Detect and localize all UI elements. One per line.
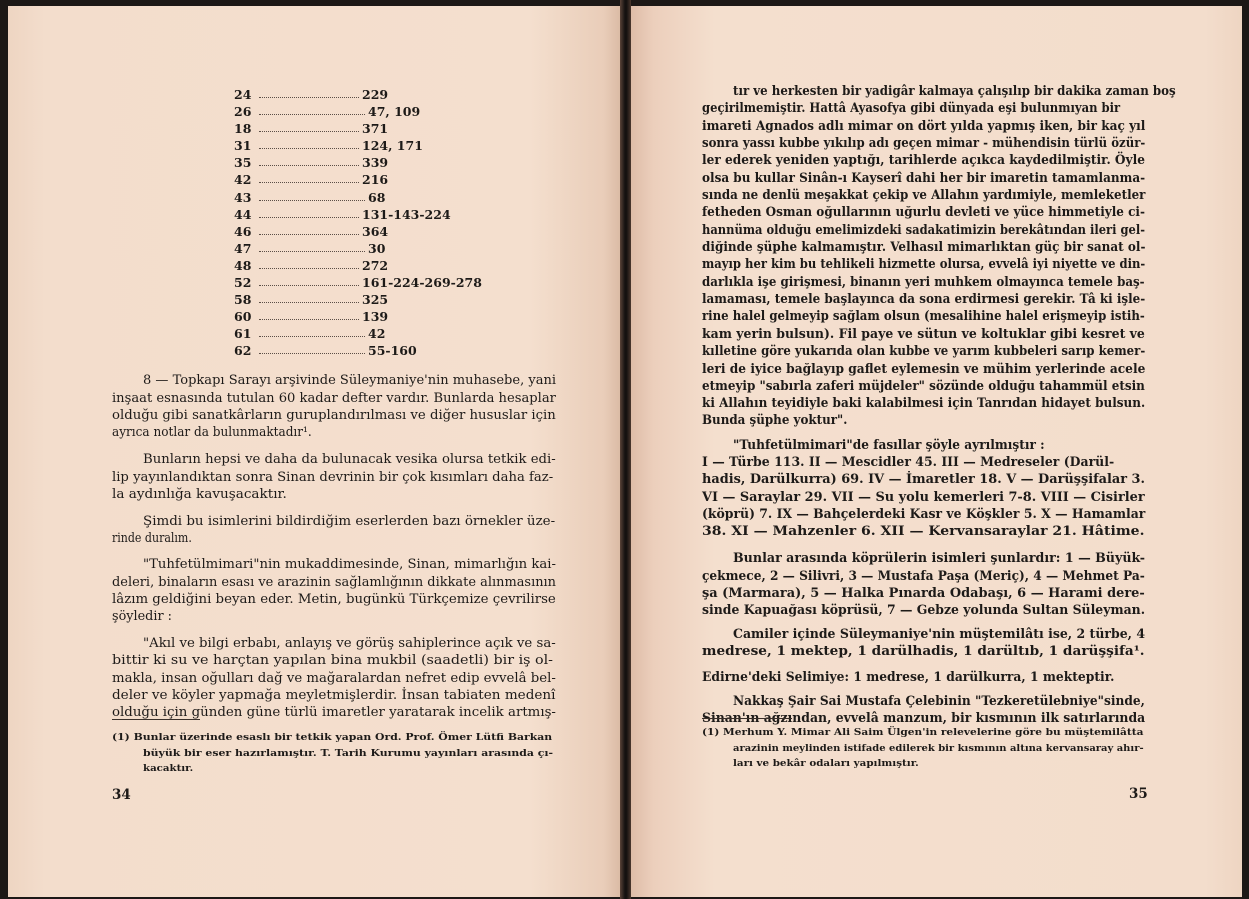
right-footnote-rule: [702, 718, 792, 719]
index-pages: 47, 109: [368, 104, 421, 120]
text-line: kam yerin bulsun). Fil paye ve sütun ve koltuklar gibi kesret ve: [702, 327, 1145, 342]
index-pages: 124, 171: [362, 138, 423, 154]
index-number: 31: [234, 138, 252, 154]
text-line: Camiler içinde Süleymaniye'nin müştemilâtı ise, 2 türbe, 4: [733, 627, 1146, 642]
index-row: [234, 120, 494, 137]
index-leader-dots: [259, 234, 359, 235]
index-row: [234, 206, 494, 223]
index-number: 46: [234, 223, 252, 239]
index-number: 60: [234, 309, 252, 325]
text-line: lip yayınlandıktan sonra Sinan devrinin bir çok kısımları daha faz-: [112, 470, 554, 485]
text-line: ler ederek yeniden yaptığı, tarihlerde açıkca kaydedilmiştir. Öyle: [702, 153, 1145, 168]
index-pages: 131-143-224: [362, 206, 451, 222]
text-line: medrese, 1 mektep, 1 darülhadis, 1 darültıb, 1 darüşşifa¹.: [702, 644, 1145, 659]
index-pages: 272: [362, 257, 389, 273]
text-line: lâzım geldiğini beyan eder. Metin, bugünkü Türkçemize çevrilirse: [112, 592, 556, 607]
text-line: şöyledir :: [112, 609, 172, 624]
text-line: etmeyip "sabırla zaferi müjdeler" sözünde olduğu tahammül etsin: [702, 379, 1145, 394]
text-line: Bunda şüphe yoktur".: [702, 413, 848, 428]
text-line: Edirne'deki Selimiye: 1 medrese, 1 darülkurra, 1 mekteptir.: [702, 670, 1115, 685]
text-line: kılletine göre yukarıda olan kubbe ve yarım kubbeleri sarıp kemer-: [702, 344, 1146, 359]
text-line: diğinde şüphe kalmamıştır. Velhasıl mimarlıktan güç bir sanat ol-: [702, 240, 1146, 255]
text-line: I — Türbe 113. II — Mescidler 45. III — Medreseler (Darül-: [702, 455, 1115, 470]
text-line: bittir ki su ve harçtan yapılan bina mukbil (saadetli) bir iş ol-: [112, 653, 554, 668]
text-line: Bunların hepsi ve daha da bulunacak vesika olursa tetkik edi-: [143, 452, 556, 467]
index-row: [234, 86, 494, 103]
index-leader-dots: [259, 353, 365, 354]
footnote-line: ları ve bekâr odaları yapılmıştır.: [733, 758, 919, 769]
right-page-number: 35: [1129, 786, 1148, 802]
index-leader-dots: [259, 251, 365, 252]
index-list: [234, 86, 494, 360]
text-line: Bunlar arasında köprülerin isimleri şunlardır: 1 — Büyük-: [733, 551, 1146, 566]
index-leader-dots: [259, 200, 365, 201]
index-row: [234, 189, 494, 206]
index-leader-dots: [259, 285, 359, 286]
left-page-number: 34: [112, 787, 131, 803]
index-number: 47: [234, 240, 252, 256]
index-pages: 161-224-269-278: [362, 275, 482, 291]
index-leader-dots: [259, 131, 359, 132]
text-line: deler ve köyler yapmağa meyletmişlerdir. İnsan tabiaten medenî: [112, 688, 556, 703]
index-pages: 364: [362, 223, 389, 239]
text-line: ayrıca notlar da bulunmaktadır¹.: [112, 425, 312, 440]
text-line: makla, insan oğulları dağ ve mağaralardan nefret edip evvelâ bel-: [112, 671, 556, 686]
text-line: 8 — Topkapı Sarayı arşivinde Süleymaniye'nin muhasebe, yani: [143, 373, 557, 388]
text-line: imareti Agnados adlı mimar on dört yılda yapmış iken, bir kaç yıl: [702, 119, 1146, 134]
index-number: 42: [234, 172, 252, 188]
index-row: [234, 291, 494, 308]
index-number: 52: [234, 275, 252, 291]
index-row: [234, 308, 494, 325]
index-number: 58: [234, 292, 252, 308]
text-line: olduğu gibi sanatkârların guruplandırılması ve diğer hususlar için: [112, 408, 556, 423]
text-line: la aydınlığa kavuşacaktır.: [112, 487, 287, 502]
index-pages: 30: [368, 240, 386, 256]
text-line: leri de iyice bağlayıp gaflet eylemesin ve mühim yerlerinde acele: [702, 362, 1146, 377]
text-line: 38. XI — Mahzenler 6. XII — Kervansaraylar 21. Hâtime.: [702, 524, 1145, 539]
text-line: Şimdi bu isimlerini bildirdiğim eserlerden bazı örnekler üze-: [143, 514, 556, 529]
footnote-line: arazinin meylinden istifade edilerek bir kısmının altına kervansaray ahır-: [733, 743, 1144, 754]
index-number: 43: [234, 189, 252, 205]
text-line: (köprü) 7. IX — Bahçelerdeki Kasr ve Köşkler 5. X — Hamamlar: [702, 507, 1146, 522]
text-line: olduğu için günden güne türlü imaretler yaratarak incelik artmış-: [112, 705, 556, 720]
text-line: Sinan'ın ağzından, evvelâ manzum, bir kısmının ilk satırlarında: [702, 711, 1146, 726]
index-number: 18: [234, 121, 252, 137]
text-line: mayıp her kim bu tehlikeli hizmette olursa, evvelâ iyi niyette ve din-: [702, 257, 1146, 272]
index-leader-dots: [259, 217, 359, 218]
index-leader-dots: [259, 165, 359, 166]
text-line: darlıkla işe girişmesi, binanın yeri muhkem olmayınca temele baş-: [702, 275, 1145, 290]
index-leader-dots: [259, 114, 365, 115]
index-leader-dots: [259, 319, 359, 320]
index-row: [234, 325, 494, 342]
index-row: [234, 240, 494, 257]
index-leader-dots: [259, 302, 359, 303]
text-line: inşaat esnasında tutulan 60 kadar defter vardır. Bunlarda hesaplar: [112, 391, 556, 406]
index-pages: 42: [368, 326, 386, 342]
index-leader-dots: [259, 268, 359, 269]
footnote-line: kacaktır.: [143, 763, 194, 774]
index-row: [234, 274, 494, 291]
text-line: geçirilmemiştir. Hattâ Ayasofya gibi dünyada eşi bulunmıyan bir: [702, 101, 1121, 116]
index-pages: 139: [362, 309, 389, 325]
footnote-line: büyük bir eser hazırlamıştır. T. Tarih Kurumu yayınları arasında çı-: [143, 748, 554, 759]
text-line: olsa bu kullar Sinân-ı Kayserî dahi her bir imaretin tamamlanma-: [702, 171, 1146, 186]
text-line: rinde duralım.: [112, 531, 192, 546]
text-line: sonra yassı kubbe yıkılıp adı geçen mimar - mühendisin türlü özür-: [702, 136, 1146, 151]
index-row: [234, 223, 494, 240]
text-line: "Tuhfetülmimari"de fasıllar şöyle ayrılmıştır :: [733, 438, 1045, 453]
text-line: fetheden Osman oğullarının uğurlu devleti ve yüce himmetiyle ci-: [702, 205, 1145, 220]
index-leader-dots: [259, 148, 359, 149]
index-pages: 55-160: [368, 343, 417, 359]
text-line: tır ve herkesten bir yadigâr kalmaya çalışılıp bir dakika zaman boş: [733, 84, 1176, 99]
text-line: "Akıl ve bilgi erbabı, anlayış ve görüş sahiplerince açık ve sa-: [143, 636, 556, 651]
text-line: Nakkaş Şair Sai Mustafa Çelebinin "Tezkeretülebniye"sinde,: [733, 694, 1145, 709]
text-line: "Tuhfetülmimari"nin mukaddimesinde, Sinan, mimarlığın kai-: [143, 557, 556, 572]
index-row: [234, 171, 494, 188]
footnote-line: (1) Bunlar üzerinde esaslı bir tetkik yapan Ord. Prof. Ömer Lütfi Barkan: [112, 732, 553, 743]
index-pages: 371: [362, 121, 389, 137]
text-line: deleri, binaların esası ve arazinin sağlamlığının dikkate alınmasının: [112, 575, 557, 590]
index-leader-dots: [259, 182, 359, 183]
left-footnote-rule: [112, 719, 200, 720]
index-pages: 68: [368, 189, 386, 205]
index-pages: 325: [362, 292, 389, 308]
text-line: çekmece, 2 — Silivri, 3 — Mustafa Paşa (Meriç), 4 — Mehmet Pa-: [702, 569, 1145, 584]
index-number: 61: [234, 326, 252, 342]
index-pages: 216: [362, 172, 389, 188]
text-line: ki Allahın teyidiyle baki kalabilmesi için Tanrıdan hidayet bulsun.: [702, 396, 1146, 411]
index-number: 26: [234, 104, 252, 120]
index-row: [234, 137, 494, 154]
book-gutter: [620, 0, 631, 899]
index-leader-dots: [259, 97, 359, 98]
text-line: sinde Kapuağası köprüsü, 7 — Gebze yolunda Sultan Süleyman.: [702, 603, 1146, 618]
index-pages: 229: [362, 87, 389, 102]
footnote-line: (1) Merhum Y. Mimar Ali Saim Ülgen'in relevelerine göre bu müştemilâtta: [702, 727, 1144, 738]
index-row: [234, 342, 494, 359]
text-line: VI — Saraylar 29. VII — Su yolu kemerleri 7-8. VIII — Cisirler: [702, 490, 1145, 505]
text-line: lamaması, temele başlayınca da sona erdirmesi gerekir. Tâ ki işle-: [702, 292, 1146, 307]
index-row: [234, 103, 494, 120]
index-leader-dots: [259, 336, 365, 337]
text-line: hannüma olduğu emelimizdeki sadakatimizin berekâtından ileri gel-: [702, 223, 1145, 238]
text-line: hadis, Darülkurra) 69. IV — İmaretler 18. V — Darüşşifalar 3.: [702, 472, 1145, 487]
index-number: 44: [234, 206, 252, 222]
index-number: 48: [234, 257, 252, 273]
index-pages: 339: [362, 155, 389, 171]
text-line: şa (Marmara), 5 — Halka Pınarda Odabaşı, 6 — Harami dere-: [702, 586, 1145, 601]
index-row: [234, 257, 494, 274]
index-row: [234, 154, 494, 171]
text-line: rine halel gelmeyip sağlam olsun (mesalihine halel erişmeyip istih-: [702, 309, 1145, 324]
index-number: 24: [234, 87, 252, 102]
index-number: 35: [234, 155, 252, 171]
text-line: sında ne denlü meşakkat çekip ve Allahın yardımiyle, memleketler: [702, 188, 1146, 203]
index-number: 62: [234, 343, 252, 359]
